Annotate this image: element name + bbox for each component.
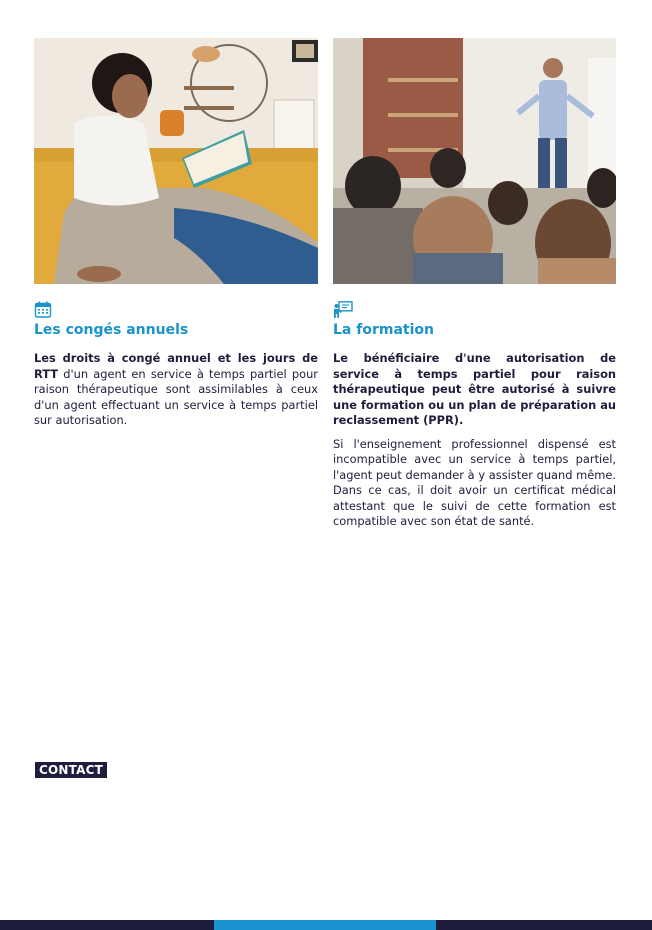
footer-color-bar bbox=[0, 920, 652, 930]
footer-segment-navy-right bbox=[436, 920, 652, 930]
footer-segment-navy-left bbox=[0, 920, 214, 930]
section-title-formation: La formation bbox=[333, 322, 434, 338]
formation-lead-paragraph: Le bénéficiaire d'une autorisation de service à temps partiel pour raison thérapeutique peut être autorisé à suivre une formation ou un plan de préparation au reclassement (PPR). bbox=[333, 351, 616, 427]
footer-segment-blue bbox=[214, 920, 436, 930]
photo-training-session bbox=[333, 38, 616, 284]
conges-paragraph bbox=[34, 351, 318, 429]
contact-label: CONTACT bbox=[35, 762, 107, 778]
column-formation bbox=[333, 38, 616, 530]
section-title-conges: Les congés annuels bbox=[34, 322, 189, 338]
formation-paragraph: Si l'enseignement professionnel dispensé est incompatible avec un service à temps partiel, l'agent peut demander à y assister quand même. Dans ce cas, il doit avoir un certificat médical attestant que le suivi de cette formation est compatible avec son état de santé. bbox=[333, 436, 616, 528]
calendar-icon bbox=[34, 301, 52, 318]
photo-woman-reading bbox=[34, 38, 318, 284]
conges-paragraph-text: d'un agent en service à temps partiel pour raison thérapeutique sont assimilables à ceux d'un agent effectuant un service à temps partiel sur autorisation. bbox=[34, 366, 318, 427]
presentation-icon bbox=[333, 301, 351, 318]
conges-paragraph-bold: Les droits à congé annuel et les jours de RTT bbox=[34, 351, 318, 381]
column-conges bbox=[34, 38, 318, 429]
